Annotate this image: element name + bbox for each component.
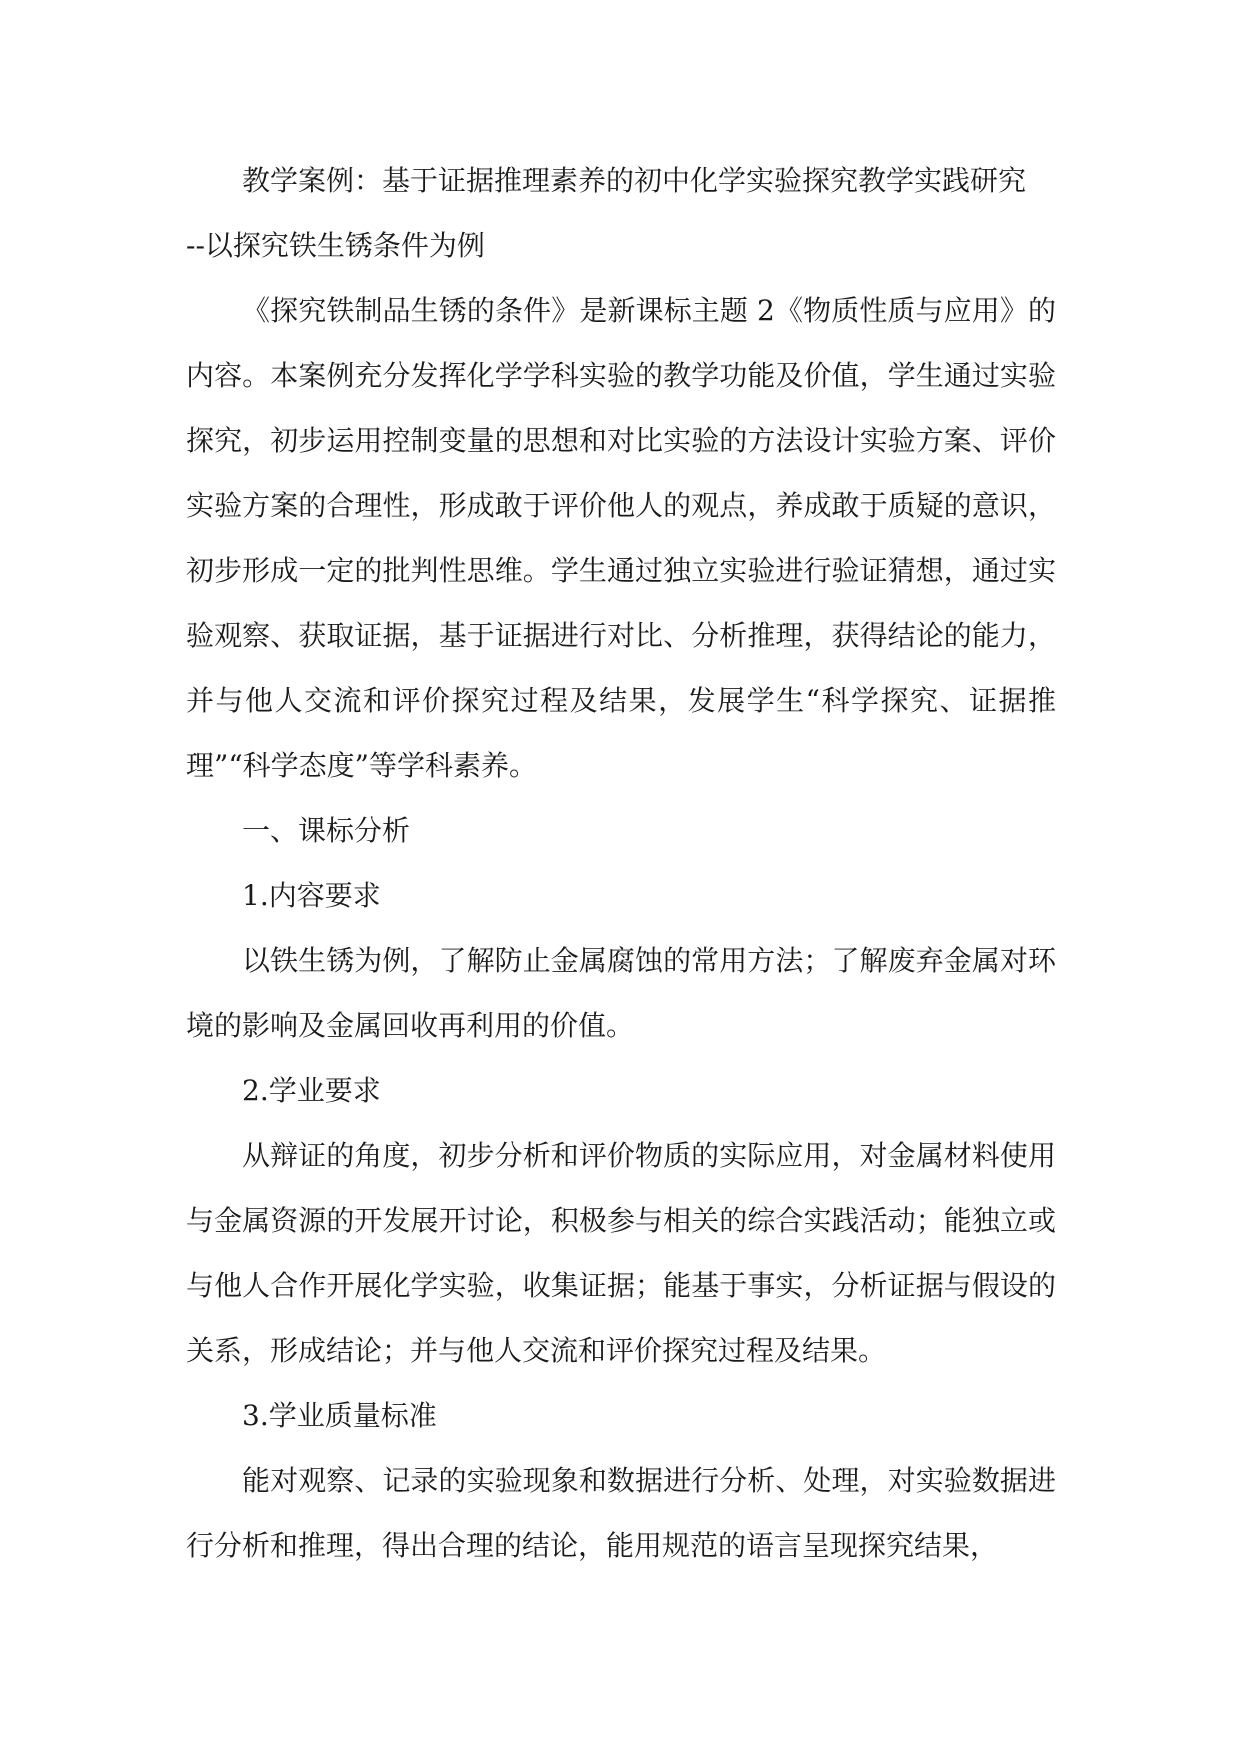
paragraph-quality-standards: 能对观察、记录的实验现象和数据进行分析、处理，对实验数据进行分析和推理，得出合理的结论，能用规范的语言呈现探究结果， <box>186 1464 1056 1562</box>
subheading-content-requirements: 1.内容要求 <box>242 879 381 912</box>
subheading-quality-standards: 3.学业质量标准 <box>242 1399 437 1432</box>
subheading-academic-requirements: 2.学业要求 <box>242 1074 381 1107</box>
section-heading-curriculum-analysis: 一、课标分析 <box>242 814 411 847</box>
document-body <box>186 148 1056 1578</box>
document-subtitle: --以探究铁生锈条件为例 <box>186 229 485 262</box>
document-title: 教学案例：基于证据推理素养的初中化学实验探究教学实践研究 <box>242 164 1027 197</box>
paragraph-academic-requirements: 从辩证的角度，初步分析和评价物质的实际应用，对金属材料使用与金属资源的开发展开讨论，积极参与相关的综合实践活动；能独立或与他人合作开展化学实验，收集证据；能基于事实，分析证据与假设的关系，形成结论；并与他人交流和评价探究过程及结果。 <box>186 1139 1056 1367</box>
intro-paragraph: 《探究铁制品生锈的条件》是新课标主题 2《物质性质与应用》的内容。本案例充分发挥化学学科实验的教学功能及价值，学生通过实验探究，初步运用控制变量的思想和对比实验的方法设计实验方案、评价实验方案的合理性，形成敢于评价他人的观点，养成敢于质疑的意识，初步形成一定的批判性思维。学生通过独立实验进行验证猜想，通过实验观察、获取证据，基于证据进行对比、分析推理，获得结论的能力，并与他人交流和评价探究过程及结果，发展学生“科学探究、证据推理”“科学态度”等学科素养。 <box>186 294 1056 782</box>
paragraph-content-requirements: 以铁生锈为例，了解防止金属腐蚀的常用方法；了解废弃金属对环境的影响及金属回收再利用的价值。 <box>186 944 1056 1042</box>
